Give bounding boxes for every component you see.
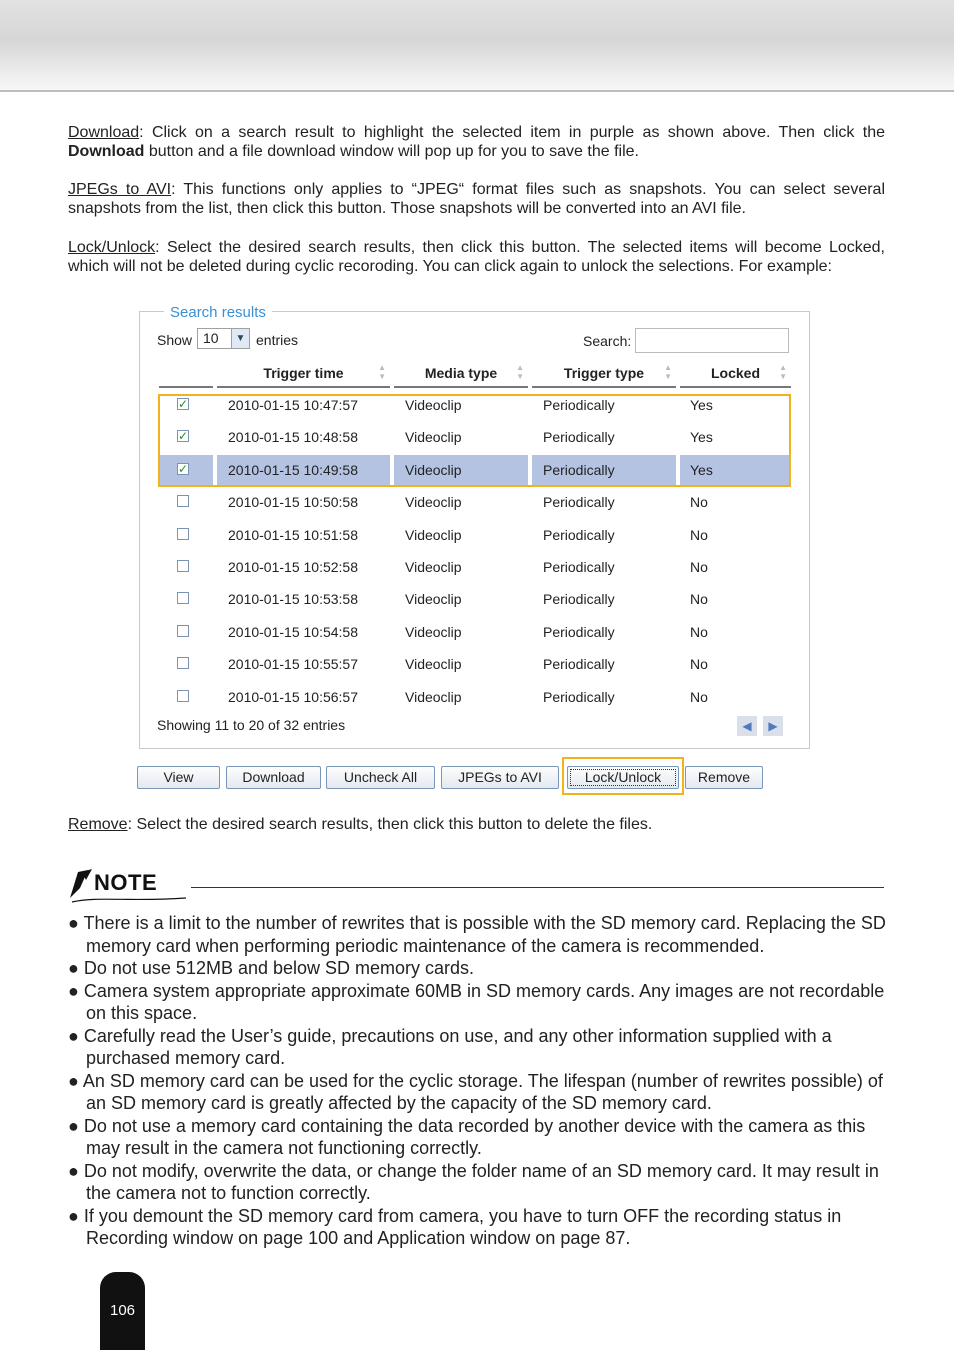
cell-locked: No [690,688,708,705]
download-text-2: button and a file download window will pop up for you to save the file. [144,143,639,160]
download-paragraph [68,123,885,161]
cell-time: 2010-01-15 10:50:58 [228,494,358,511]
cell-trigger: Periodically [543,591,615,608]
cell-locked: No [690,623,708,640]
cell-locked: No [690,656,708,673]
note-label: NOTE [94,870,158,895]
cell-media: Videoclip [405,494,462,511]
row-checkbox-cell [159,682,213,712]
cell-trigger: Periodically [543,559,615,575]
table-row[interactable] [159,649,790,679]
show-label: Show [157,332,193,348]
cell-locked: Yes [690,429,713,446]
cell-media: Videoclip [405,623,462,640]
cell-time: 2010-01-15 10:51:58 [228,526,358,543]
cell-time: 2010-01-15 10:52:58 [228,559,358,575]
jpegs-to-avi-button[interactable]: JPEGs to AVI [441,766,559,789]
cell-media: Videoclip [405,559,462,575]
checkmark-icon: ✓ [178,429,189,444]
checkmark-icon: ✓ [178,397,189,411]
cell-trigger: Periodically [543,526,615,543]
arrow-left-icon[interactable]: ◀ [737,716,757,736]
cell-media: Videoclip [405,397,462,413]
row-checkbox-cell [159,520,213,550]
cell-locked: No [690,559,708,575]
table-row[interactable] [159,487,790,517]
sort-icon: ▲ ▼ [516,363,524,381]
cell-media: Videoclip [394,455,528,485]
cell-media: Videoclip [405,656,462,673]
note-heading [68,868,188,904]
jpegs-paragraph [68,180,885,218]
cell-time: 2010-01-15 10:49:58 [217,455,390,485]
row-checkbox-cell [159,584,213,614]
cell-time: 2010-01-15 10:55:57 [228,656,358,673]
locked-rows-highlight [158,394,791,487]
sort-icon: ▲ ▼ [664,363,672,381]
table-row[interactable] [159,520,790,550]
remove-paragraph [68,815,885,834]
list-item: ● Do not modify, overwrite the data, or change the folder name of an SD memory card. It may result in the camera not to function correctly. [68,1160,879,1203]
search-results-panel [139,304,810,749]
cell-trigger: Periodically [532,455,676,485]
lock-unlock-button[interactable]: Lock/Unlock [567,766,679,789]
column-header-select [159,360,213,388]
list-item: ● There is a limit to the number of rewrites that is possible with the SD memory card. Replacing the SD memory card when performing periodic maintenance of the camera is recommended. [68,913,886,956]
cell-trigger: Periodically [543,688,615,705]
chevron-down-icon: ▼ [231,329,249,348]
row-checkbox[interactable] [177,625,189,637]
view-button[interactable]: View [137,766,220,789]
list-item: ● If you demount the SD memory card from camera, you have to turn OFF the recording status in Recording window on page 100 and Application window on page 87. [68,1205,842,1248]
cell-locked: No [690,591,708,608]
cell-trigger: Periodically [543,623,615,640]
column-header-media-type[interactable] [394,360,528,388]
column-label: Trigger type [563,365,645,381]
download-term: Download [68,124,140,141]
cell-trigger: Periodically [543,656,615,673]
lock-paragraph [68,238,885,276]
list-item: ● An SD memory card can be used for the cyclic storage. The lifespan (number of rewrites possible) of an SD memory card is greatly affected by the capacity of the SD memory card. [68,1070,883,1113]
table-row[interactable] [159,552,790,582]
row-checkbox[interactable] [177,560,189,572]
remove-term: Remove [68,816,128,833]
row-checkbox[interactable] [177,528,189,540]
uncheck-all-button[interactable]: Uncheck All [326,766,435,789]
row-checkbox[interactable] [177,592,189,604]
cell-media: Videoclip [405,688,462,705]
sort-icon: ▲ ▼ [378,363,386,381]
cell-media: Videoclip [405,591,462,608]
entries-value: 10 [203,330,219,346]
search-input[interactable] [635,328,789,353]
cell-trigger: Periodically [543,397,615,413]
row-checkbox[interactable] [177,657,189,669]
table-row[interactable] [159,682,790,712]
row-checkbox[interactable] [177,690,189,702]
download-text: : Click on a search result to highlight the selected item in purple as shown above. Then click the [139,124,885,141]
search-label: Search: [583,333,632,349]
row-checkbox-cell [159,487,213,517]
cell-time: 2010-01-15 10:54:58 [228,623,358,640]
column-label: Trigger time [263,365,344,381]
list-item: ● Do not use a memory card containing the data recorded by another device with the camera as this may result in the camera not functioning correctly. [68,1115,866,1158]
download-bold: Download [68,143,145,160]
note-divider [191,887,884,888]
checkmark-icon: ✓ [178,461,189,476]
list-item: ● Do not use 512MB and below SD memory cards. [68,958,475,978]
cell-media: Videoclip [405,526,462,543]
column-header-locked[interactable] [680,360,791,388]
cell-locked: No [690,494,708,511]
column-label: Locked [710,365,760,381]
jpegs-term: JPEGs to AVI [68,181,172,198]
note-list [68,912,893,1250]
cell-time: 2010-01-15 10:53:58 [228,591,358,608]
sort-icon: ▲ ▼ [779,363,787,381]
list-item: ● Carefully read the User’s guide, precautions on use, and any other information supplied with a purchased memory card. [68,1025,832,1068]
remove-text: : Select the desired search results, then click this button to delete the files. [127,816,653,833]
arrow-right-icon[interactable]: ▶ [763,716,783,736]
table-row[interactable] [159,584,790,614]
row-checkbox[interactable] [177,495,189,507]
cell-trigger: Periodically [543,429,615,446]
cell-locked: Yes [680,455,791,485]
entries-select[interactable] [197,328,250,349]
entries-label: entries [256,332,299,348]
pagination-info: Showing 11 to 20 of 32 entries [157,717,346,733]
lock-term: Lock/Unlock [68,239,156,256]
cell-media: Videoclip [405,429,462,446]
cell-locked: No [690,526,708,543]
page-header-band [0,0,954,92]
lock-text: : Select the desired search results, then click this button. The selected items will become Locked, which will not be deleted during cyclic recoroding. You can click again to unlock the selections. For example: [68,239,885,275]
panel-title: Search results [164,304,272,321]
page-number: 106 [109,1302,136,1319]
table-row[interactable] [159,617,790,647]
cell-trigger: Periodically [543,494,615,511]
row-checkbox-cell [159,649,213,679]
page-number-tab [100,1272,145,1350]
list-item: ● Camera system appropriate approximate 60MB in SD memory cards. Any images are not recordable on this space. [68,980,885,1023]
row-checkbox-cell [159,552,213,582]
row-checkbox-cell [159,617,213,647]
remove-button[interactable]: Remove [685,766,763,789]
jpegs-text: : This functions only applies to “JPEG“ format files such as snapshots. You can select several snapshots from the list, then click this button. Those snapshots will be converted into an AVI file. [68,181,886,217]
column-header-trigger-type[interactable] [532,360,676,388]
download-button[interactable]: Download [226,766,321,789]
cell-time: 2010-01-15 10:48:58 [228,429,358,446]
cell-locked: Yes [690,397,713,413]
lock-unlock-highlight [562,757,684,795]
column-label: Media type [424,365,498,381]
column-header-trigger-time[interactable] [217,360,390,388]
cell-time: 2010-01-15 10:56:57 [228,688,358,705]
cell-time: 2010-01-15 10:47:57 [228,397,358,413]
